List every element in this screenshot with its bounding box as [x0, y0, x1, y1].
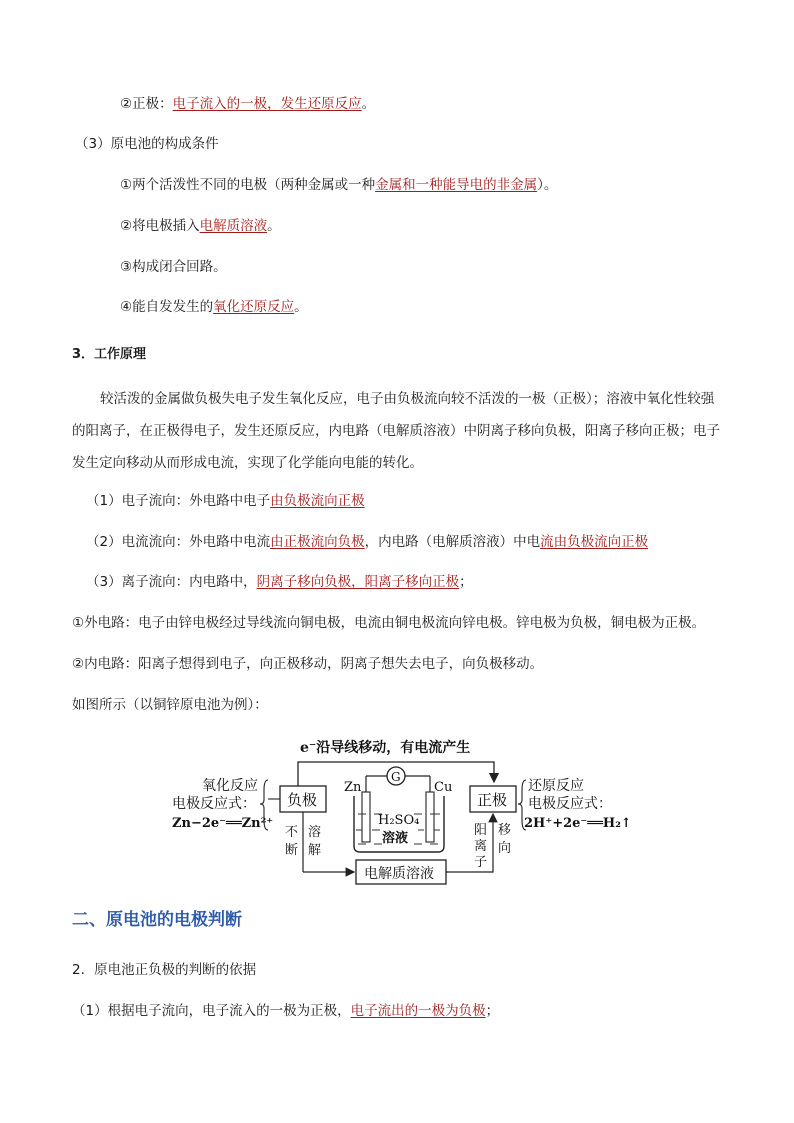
working-principle-heading: 3．工作原理 [72, 347, 147, 362]
answer-highlight: 金属和一种能导电的非金属 [375, 177, 538, 193]
answer-highlight: 由负极流向正极 [270, 493, 365, 509]
ion-flow-line [86, 572, 473, 592]
internal-circuit-line: ②内电路：阳离子想得到电子，向正极移动，阴离子想失去电子，向负极移动。 [72, 656, 544, 672]
vertical-char: 移 [498, 823, 512, 838]
vertical-char: 向 [498, 841, 512, 856]
right-equation: 2H⁺+2e⁻══H₂↑ [524, 816, 628, 831]
text: （3）离子流向：内电路中， [86, 574, 257, 590]
text: ①两个活泼性不同的电极（两种金属或一种 [120, 177, 376, 193]
galvanic-cell-diagram [168, 734, 628, 894]
answer-highlight: 电子流出的一极为负极 [350, 1003, 486, 1019]
text: ； [459, 574, 473, 590]
vertical-char: 解 [308, 843, 322, 858]
text: ； [485, 1003, 500, 1019]
cu-label: Cu [434, 780, 453, 795]
electron-direction-rule [72, 1001, 499, 1021]
vertical-char: 阳 [474, 823, 488, 838]
right-reaction-type: 还原反应 [528, 778, 584, 794]
text: （2）电流流向：外电路中电流 [86, 534, 271, 550]
left-eq-label: 电极反应式： [172, 796, 256, 812]
text: ②将电极插入 [120, 218, 200, 234]
answer-highlight: 电解质溶液 [199, 218, 268, 234]
text: ④能自发发生的 [120, 299, 214, 315]
negative-label: 负极 [287, 791, 318, 809]
external-circuit-line: ①外电路：电子由锌电极经过导线流向铜电极，电流由铜电极流向锌电极。锌电极为负极，铜电极为正极。 [72, 615, 706, 631]
acid-label: H₂SO₄ [378, 813, 420, 828]
electrolyte-label: 电解质溶液 [364, 866, 434, 882]
condition-4 [120, 297, 308, 317]
vertical-char: 离 [474, 839, 488, 854]
electron-flow-line [86, 491, 365, 511]
galvanometer-label: G [391, 770, 401, 784]
vertical-char: 子 [474, 855, 488, 870]
vertical-char: 不 [285, 825, 299, 840]
text: （1）根据电子流向，电子流入的一极为正极， [72, 1003, 351, 1019]
section-heading: 二、原电池的电极判断 [72, 910, 242, 930]
top-label: e⁻沿导线移动，有电流产生 [300, 740, 471, 756]
positive-electrode-line [120, 94, 375, 114]
solution-label: 溶液 [382, 831, 409, 846]
principle-paragraph: 较活泼的金属做负极失电子发生氧化反应，电子由负极流向较不活泼的一极（正极）；溶液中氧化性较强的阳离子，在正极得电子，发生还原反应，内电路（电解质溶液）中阴离子移向负极，阳离子移向正极；电子发生定向移动从而形成电流，实现了化学能向电能的转化。 [72, 391, 720, 471]
cu-electrode [426, 792, 434, 842]
text: ）。 [537, 177, 558, 193]
left-equation: Zn−2e⁻══Zn²⁺ [172, 816, 274, 831]
judgement-basis-line: 2．原电池正负极的判断的依据 [72, 962, 257, 978]
text: 。 [361, 96, 376, 112]
conditions-heading: （3）原电池的构成条件 [75, 136, 219, 152]
current-flow-line [86, 532, 648, 552]
zn-label: Zn [344, 780, 362, 795]
right-eq-label: 电极反应式： [528, 796, 612, 812]
zn-electrode [362, 792, 370, 842]
text: ②正极： [120, 96, 173, 112]
answer-highlight: 阴离子移向负极，阳离子移向正极 [256, 574, 460, 590]
text: 。 [294, 299, 308, 315]
positive-label: 正极 [477, 791, 508, 809]
text: ，内电路（电解质溶液）中电 [364, 534, 541, 550]
left-reaction-type: 氧化反应 [202, 778, 258, 794]
figure-intro: 如图所示（以铜锌原电池为例）： [72, 697, 268, 713]
condition-2 [120, 216, 281, 236]
answer-highlight: 电子流入的一极，发生还原反应 [172, 96, 362, 112]
answer-highlight: 氧化还原反应 [213, 299, 295, 315]
vertical-char: 断 [285, 843, 299, 858]
vertical-char: 溶 [308, 825, 322, 840]
text: 。 [267, 218, 281, 234]
condition-3: ③构成闭合回路。 [120, 259, 227, 275]
answer-highlight: 由正极流向负极 [270, 534, 365, 550]
condition-1 [120, 175, 557, 195]
answer-highlight: 流由负极流向正极 [540, 534, 649, 550]
text: （1）电子流向：外电路中电子 [86, 493, 271, 509]
